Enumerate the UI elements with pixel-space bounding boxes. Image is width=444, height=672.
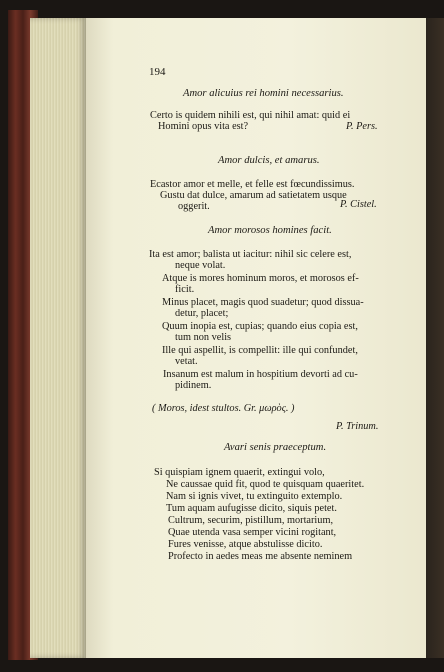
attribution: P. Trinum. — [336, 421, 379, 432]
attribution: P. Cistel. — [340, 199, 377, 210]
text-line: Certo is quidem nihili est, qui nihil amat: quid ei — [150, 110, 351, 121]
page-edges — [30, 18, 86, 658]
section-heading: Amor morosos homines facit. — [208, 225, 332, 236]
facing-page-edge — [426, 18, 444, 658]
section-heading: Avari senis praeceptum. — [224, 442, 327, 453]
text-line: Homini opus vita est? — [158, 121, 249, 132]
text-line: Quum inopia est, cupias; quando eius copia est, — [162, 321, 358, 332]
text-line: Si quispiam ignem quaerit, extingui volo, — [154, 467, 325, 478]
book-page — [86, 18, 426, 658]
page-number: 194 — [149, 66, 166, 78]
text-line: tum non velis — [175, 332, 232, 343]
text-line: vetat. — [175, 356, 198, 367]
text-line: ficit. — [175, 284, 195, 295]
text-line: Ne caussae quid fit, quod te quisquam quaeritet. — [166, 479, 365, 490]
text-line: pidinem. — [175, 380, 212, 391]
section-heading: Amor dulcis, et amarus. — [218, 155, 320, 166]
text-line: neque volat. — [175, 260, 226, 271]
text-line: Gustu dat dulce, amarum ad satietatem usque — [160, 190, 347, 201]
text-line: Atque is mores hominum moros, et morosos ef- — [162, 273, 359, 284]
gloss-note: ( Moros, idest stultos. Gr. μωρὸς. ) — [152, 403, 295, 414]
text-line: detur, placet; — [175, 308, 229, 319]
text-line: Ille qui aspellit, is compellit: ille qui confundet, — [162, 345, 358, 356]
text-line: oggerit. — [178, 201, 210, 212]
section-heading: Amor alicuius rei homini necessarius. — [183, 88, 344, 99]
text-line: Ita est amor; balista ut iacitur: nihil sic celere est, — [149, 249, 352, 260]
text-line: Quae utenda vasa semper vicini rogitant, — [168, 527, 337, 538]
text-line: Ecastor amor et melle, et felle est fœcundissimus. — [150, 179, 355, 190]
text-line: Tum aquam aufugisse dicito, siquis petet. — [166, 503, 337, 514]
attribution: P. Pers. — [346, 121, 378, 132]
text-line: Insanum est malum in hospitium devorti ad cu- — [163, 369, 358, 380]
text-line: Minus placet, magis quod suadetur; quod dissua- — [162, 297, 364, 308]
text-line: Profecto in aedes meas me absente neminem — [168, 551, 353, 562]
text-line: Cultrum, securim, pistillum, mortarium, — [168, 515, 334, 526]
text-line: Nam si ignis vivet, tu extinguito extemplo. — [166, 491, 343, 502]
text-line: Fures venisse, atque abstulisse dicito. — [168, 539, 323, 550]
